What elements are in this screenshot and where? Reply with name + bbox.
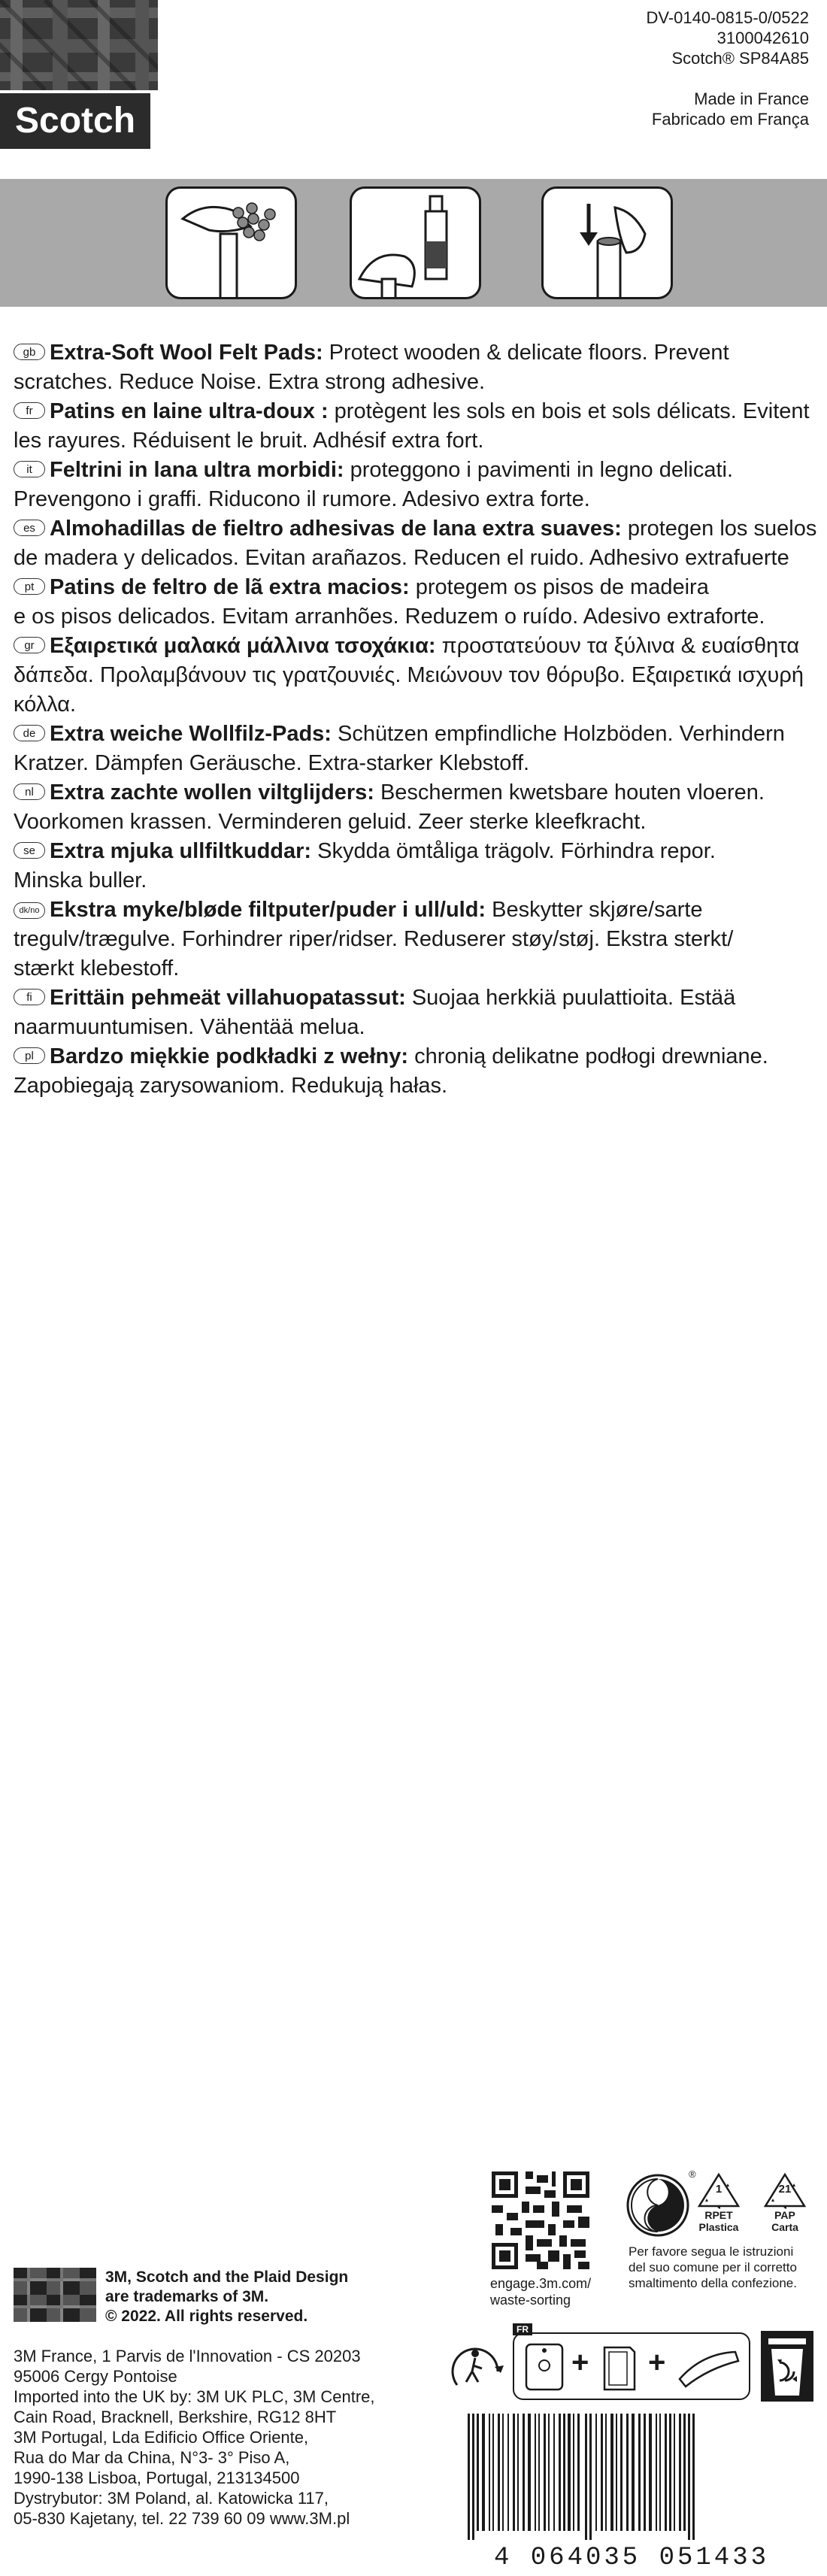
barcode-bar bbox=[656, 2414, 657, 2531]
plaid-pattern bbox=[0, 0, 158, 90]
description-dk-no bbox=[14, 896, 822, 983]
barcode-digits: 4 064035 051433 bbox=[493, 2544, 770, 2568]
description-text: protegen los suelos bbox=[621, 517, 817, 541]
disposal-note-line: del suo comune per il corretto bbox=[629, 2260, 797, 2274]
description-text: Beschermen kwetsbare houten vloeren. bbox=[374, 780, 765, 805]
barcode-bar bbox=[674, 2414, 675, 2531]
language-badge: gb bbox=[14, 344, 45, 360]
address-line: Rua do Mar da China, N°3- 3° Piso A, bbox=[14, 2448, 290, 2467]
description-lead: Extra zachte wollen viltglijders: bbox=[50, 780, 374, 805]
qr-caption bbox=[490, 2275, 610, 2308]
product-code-line: Scotch® SP84A85 bbox=[671, 49, 809, 68]
description-lead: Ekstra myke/bløde filtputer/puder i ull/uld: bbox=[50, 898, 486, 922]
scotch-logo: Scotch bbox=[0, 93, 150, 149]
barcode-bar bbox=[544, 2414, 546, 2531]
description-text: tregulv/trægulve. Forhindrer riper/ridser. Reduserer støy/støj. Ekstra sterkt/ bbox=[14, 927, 734, 951]
description-text: stærkt klebestoff. bbox=[14, 956, 180, 980]
language-badge: se bbox=[14, 842, 45, 859]
clean-surface-icon bbox=[168, 189, 295, 298]
barcode-bar bbox=[659, 2414, 661, 2531]
trademark-line: are trademarks of 3M. bbox=[105, 2288, 269, 2305]
resin-code-pap bbox=[762, 2171, 807, 2239]
language-badge: dk/no bbox=[14, 902, 45, 919]
barcode-bar bbox=[595, 2414, 597, 2531]
description-lead: Feltrini in lana ultra morbidi: bbox=[50, 458, 344, 482]
language-badge: pl bbox=[14, 1047, 45, 1064]
address-line: 05-830 Kajetany, tel. 22 739 60 09 www.3M.pl bbox=[14, 2509, 350, 2528]
resin-sub: Plastica bbox=[698, 2221, 739, 2233]
qr-caption-line: waste-sorting bbox=[490, 2293, 571, 2308]
triman-icon bbox=[450, 2340, 508, 2393]
sorting-items-box bbox=[513, 2324, 750, 2400]
resin-label: PAP bbox=[774, 2209, 795, 2221]
instruction-band bbox=[0, 179, 827, 307]
plus-icon: + bbox=[571, 2346, 589, 2379]
description-de bbox=[14, 720, 822, 778]
disposal-note-line: smaltimento della confezione. bbox=[629, 2276, 797, 2290]
language-badge: it bbox=[14, 461, 45, 477]
description-text: proteggono i pavimenti in legno delicati. bbox=[344, 458, 734, 482]
language-badge: pt bbox=[14, 578, 45, 595]
description-text: chronią delikatne podłogi drewniane. bbox=[408, 1044, 768, 1068]
card-icon bbox=[597, 2341, 642, 2394]
barcode-bar bbox=[573, 2414, 574, 2531]
barcode-bar bbox=[679, 2414, 681, 2531]
barcode-bar bbox=[468, 2414, 470, 2540]
description-text: Voorkomen krassen. Verminderen geluid. Zeer sterke kleefkracht. bbox=[14, 810, 647, 834]
barcode-bar bbox=[638, 2414, 641, 2531]
disposal-note-line: Per favore segua le istruzioni bbox=[629, 2244, 794, 2259]
description-text: les rayures. Réduisent le bruit. Adhésif extra fort. bbox=[14, 429, 484, 453]
qr-caption-line: engage.3m.com/ bbox=[490, 2276, 592, 2291]
description-fr bbox=[14, 397, 822, 456]
trademark-line: 3M, Scotch and the Plaid Design bbox=[105, 2268, 349, 2286]
barcode-bar bbox=[528, 2414, 531, 2531]
barcode-bar bbox=[601, 2414, 603, 2531]
registered-mark: ® bbox=[689, 2168, 696, 2180]
barcode-bar bbox=[513, 2414, 515, 2531]
description-text: προστατεύουν τα ξύλινα & ευαίσθητα bbox=[435, 634, 800, 658]
description-se bbox=[14, 837, 822, 896]
barcode-bar bbox=[563, 2414, 565, 2531]
made-in-line: Made in France bbox=[694, 89, 809, 108]
description-it bbox=[14, 456, 822, 514]
barcode-bar bbox=[489, 2414, 490, 2531]
address-line: Cain Road, Bracknell, Berkshire, RG12 8HT bbox=[14, 2408, 337, 2426]
resin-sub: Carta bbox=[771, 2221, 798, 2233]
trademark-notice bbox=[105, 2268, 376, 2326]
trademark-line: © 2022. All rights reserved. bbox=[105, 2308, 308, 2325]
address-line: 3M France, 1 Parvis de l'Innovation - CS 20203 bbox=[14, 2347, 361, 2365]
barcode-bar bbox=[553, 2414, 555, 2531]
press-down-icon bbox=[544, 189, 671, 298]
barcode-bar bbox=[649, 2414, 652, 2531]
fr-tag: FR bbox=[513, 2323, 532, 2335]
product-code-line: 3100042610 bbox=[716, 29, 809, 47]
origin-label bbox=[652, 89, 809, 129]
barcode-bar bbox=[669, 2414, 671, 2531]
barcode-bar bbox=[585, 2414, 587, 2540]
description-text: Beskytter skjøre/sarte bbox=[486, 898, 703, 922]
blister-icon bbox=[522, 2341, 567, 2394]
barcode-bar bbox=[683, 2414, 686, 2531]
description-lead: Bardzo miękkie podkładki z wełny: bbox=[50, 1044, 409, 1068]
qr-code-icon bbox=[492, 2171, 589, 2269]
step-clean-surface bbox=[165, 186, 297, 299]
description-pl bbox=[14, 1042, 822, 1101]
description-nl bbox=[14, 778, 822, 837]
description-text: Minska buller. bbox=[14, 868, 147, 893]
barcode-bar bbox=[577, 2414, 580, 2531]
description-text: Zapobiegają zarysowaniom. Redukują hałas. bbox=[14, 1074, 448, 1098]
address-line: Imported into the UK by: 3M UK PLC, 3M Centre, bbox=[14, 2387, 375, 2406]
barcode-bar bbox=[502, 2414, 504, 2531]
barcode-bar bbox=[548, 2414, 550, 2531]
description-text: δάπεδα. Προλαμβάνουν τις γρατζουνιές. Μειώνουν τον θόρυβο. Εξαιρετικά ισχυρή bbox=[14, 663, 804, 687]
barcode-bar bbox=[616, 2414, 617, 2531]
film-icon bbox=[675, 2346, 743, 2388]
barcode-bar bbox=[492, 2414, 494, 2531]
barcode bbox=[451, 2411, 812, 2568]
description-lead: Εξαιρετικά μαλακά μάλλινα τσοχάκια: bbox=[50, 634, 436, 658]
barcode-bar bbox=[665, 2414, 667, 2531]
address-line: Dystrybutor: 3M Poland, al. Katowicka 117, bbox=[14, 2489, 329, 2508]
barcode-bar bbox=[688, 2414, 690, 2540]
description-fi bbox=[14, 983, 822, 1042]
sorting-info bbox=[450, 2322, 815, 2405]
product-code-line: DV-0140-0815-0/0522 bbox=[646, 8, 809, 27]
barcode-bar bbox=[472, 2414, 474, 2540]
description-gb bbox=[14, 338, 822, 397]
resin-number: 1 bbox=[715, 2183, 722, 2196]
description-text: e os pisos delicados. Evitam arranhões. Reduzem o ruído. Adesivo extraforte. bbox=[14, 605, 765, 629]
description-text: Skydda ömtåliga trägolv. Förhindra repor. bbox=[311, 839, 716, 863]
plus-icon: + bbox=[648, 2346, 666, 2379]
barcode-bar bbox=[517, 2414, 519, 2531]
barcode-bar bbox=[632, 2414, 635, 2531]
description-es bbox=[14, 514, 822, 573]
description-text: protegem os pisos de madeira bbox=[409, 575, 709, 599]
barcode-bar bbox=[559, 2414, 561, 2531]
language-badge: es bbox=[14, 520, 45, 536]
address-line: 3M Portugal, Lda Edificio Office Oriente, bbox=[14, 2428, 309, 2447]
language-badge: fr bbox=[14, 402, 45, 419]
description-text: Kratzer. Dämpfen Geräusche. Extra-starker Klebstoff. bbox=[14, 751, 530, 775]
description-lead: Patins de feltro de lã extra macios: bbox=[50, 575, 410, 599]
barcode-bar bbox=[605, 2414, 607, 2531]
address-block bbox=[14, 2346, 435, 2529]
language-badge: gr bbox=[14, 637, 45, 653]
resin-code-rpet bbox=[696, 2171, 741, 2239]
language-badge: nl bbox=[14, 783, 45, 800]
barcode-bar bbox=[477, 2414, 479, 2531]
barcode-bar bbox=[507, 2414, 509, 2531]
disposal-note-it bbox=[629, 2244, 816, 2291]
address-line: 1990-138 Lisboa, Portugal, 213134500 bbox=[14, 2468, 300, 2487]
description-lead: Almohadillas de fieltro adhesivas de lana extra suaves: bbox=[50, 517, 622, 541]
barcode-bar bbox=[568, 2414, 571, 2531]
description-gr bbox=[14, 632, 822, 720]
resin-number: 21 bbox=[778, 2183, 792, 2196]
description-text: protègent les sols en bois et sols délicats. Evitent bbox=[328, 399, 810, 423]
recycle-ring-icon bbox=[626, 2173, 690, 2238]
description-pt bbox=[14, 573, 822, 632]
barcode-bar bbox=[523, 2414, 525, 2531]
barcode-bar bbox=[498, 2414, 500, 2531]
barcode-bar bbox=[692, 2414, 695, 2540]
barcode-bar bbox=[589, 2414, 592, 2540]
barcode-bar bbox=[538, 2414, 540, 2531]
barcode-bar bbox=[626, 2414, 629, 2531]
description-lead: Erittäin pehmeät villahuopatassut: bbox=[50, 986, 406, 1010]
step-apply-pad bbox=[350, 186, 481, 299]
product-codes bbox=[647, 8, 810, 68]
description-text: κόλλα. bbox=[14, 692, 77, 717]
language-badge: de bbox=[14, 725, 45, 741]
description-text: naarmuuntumisen. Vähentää melua. bbox=[14, 1015, 365, 1039]
product-descriptions bbox=[14, 338, 822, 1101]
description-lead: Extra mjuka ullfiltkuddar: bbox=[50, 839, 312, 863]
step-press-down bbox=[541, 186, 673, 299]
description-text: scratches. Reduce Noise. Extra strong adhesive. bbox=[14, 370, 486, 394]
description-text: Protect wooden & delicate floors. Prevent bbox=[323, 341, 729, 365]
barcode-bar bbox=[610, 2414, 613, 2531]
recycling-bin-icon bbox=[759, 2329, 815, 2403]
made-in-line: Fabricado em França bbox=[651, 110, 809, 129]
barcode-bar bbox=[482, 2414, 485, 2531]
description-text: Schützen empfindliche Holzböden. Verhindern bbox=[331, 722, 785, 746]
description-lead: Patins en laine ultra-doux : bbox=[50, 399, 329, 423]
description-lead: Extra weiche Wollfilz-Pads: bbox=[50, 722, 332, 746]
resin-label: RPET bbox=[704, 2209, 733, 2221]
barcode-bar bbox=[644, 2414, 646, 2531]
description-lead: Extra-Soft Wool Felt Pads: bbox=[50, 341, 323, 365]
description-text: de madera y delicados. Evitan arañazos. Reducen el ruido. Adhesivo extrafuerte bbox=[14, 546, 789, 570]
language-badge: fi bbox=[14, 989, 45, 1005]
plaid-trademark-icon bbox=[14, 2268, 96, 2322]
address-line: 95006 Cergy Pontoise bbox=[14, 2367, 177, 2386]
barcode-bar bbox=[535, 2414, 536, 2531]
description-text: Suojaa herkkiä puulattioita. Estää bbox=[405, 986, 736, 1010]
barcode-bar bbox=[620, 2414, 623, 2531]
description-text: Prevengono i graffi. Riducono il rumore. Adesivo extra forte. bbox=[14, 487, 590, 511]
apply-pad-icon bbox=[352, 189, 480, 298]
